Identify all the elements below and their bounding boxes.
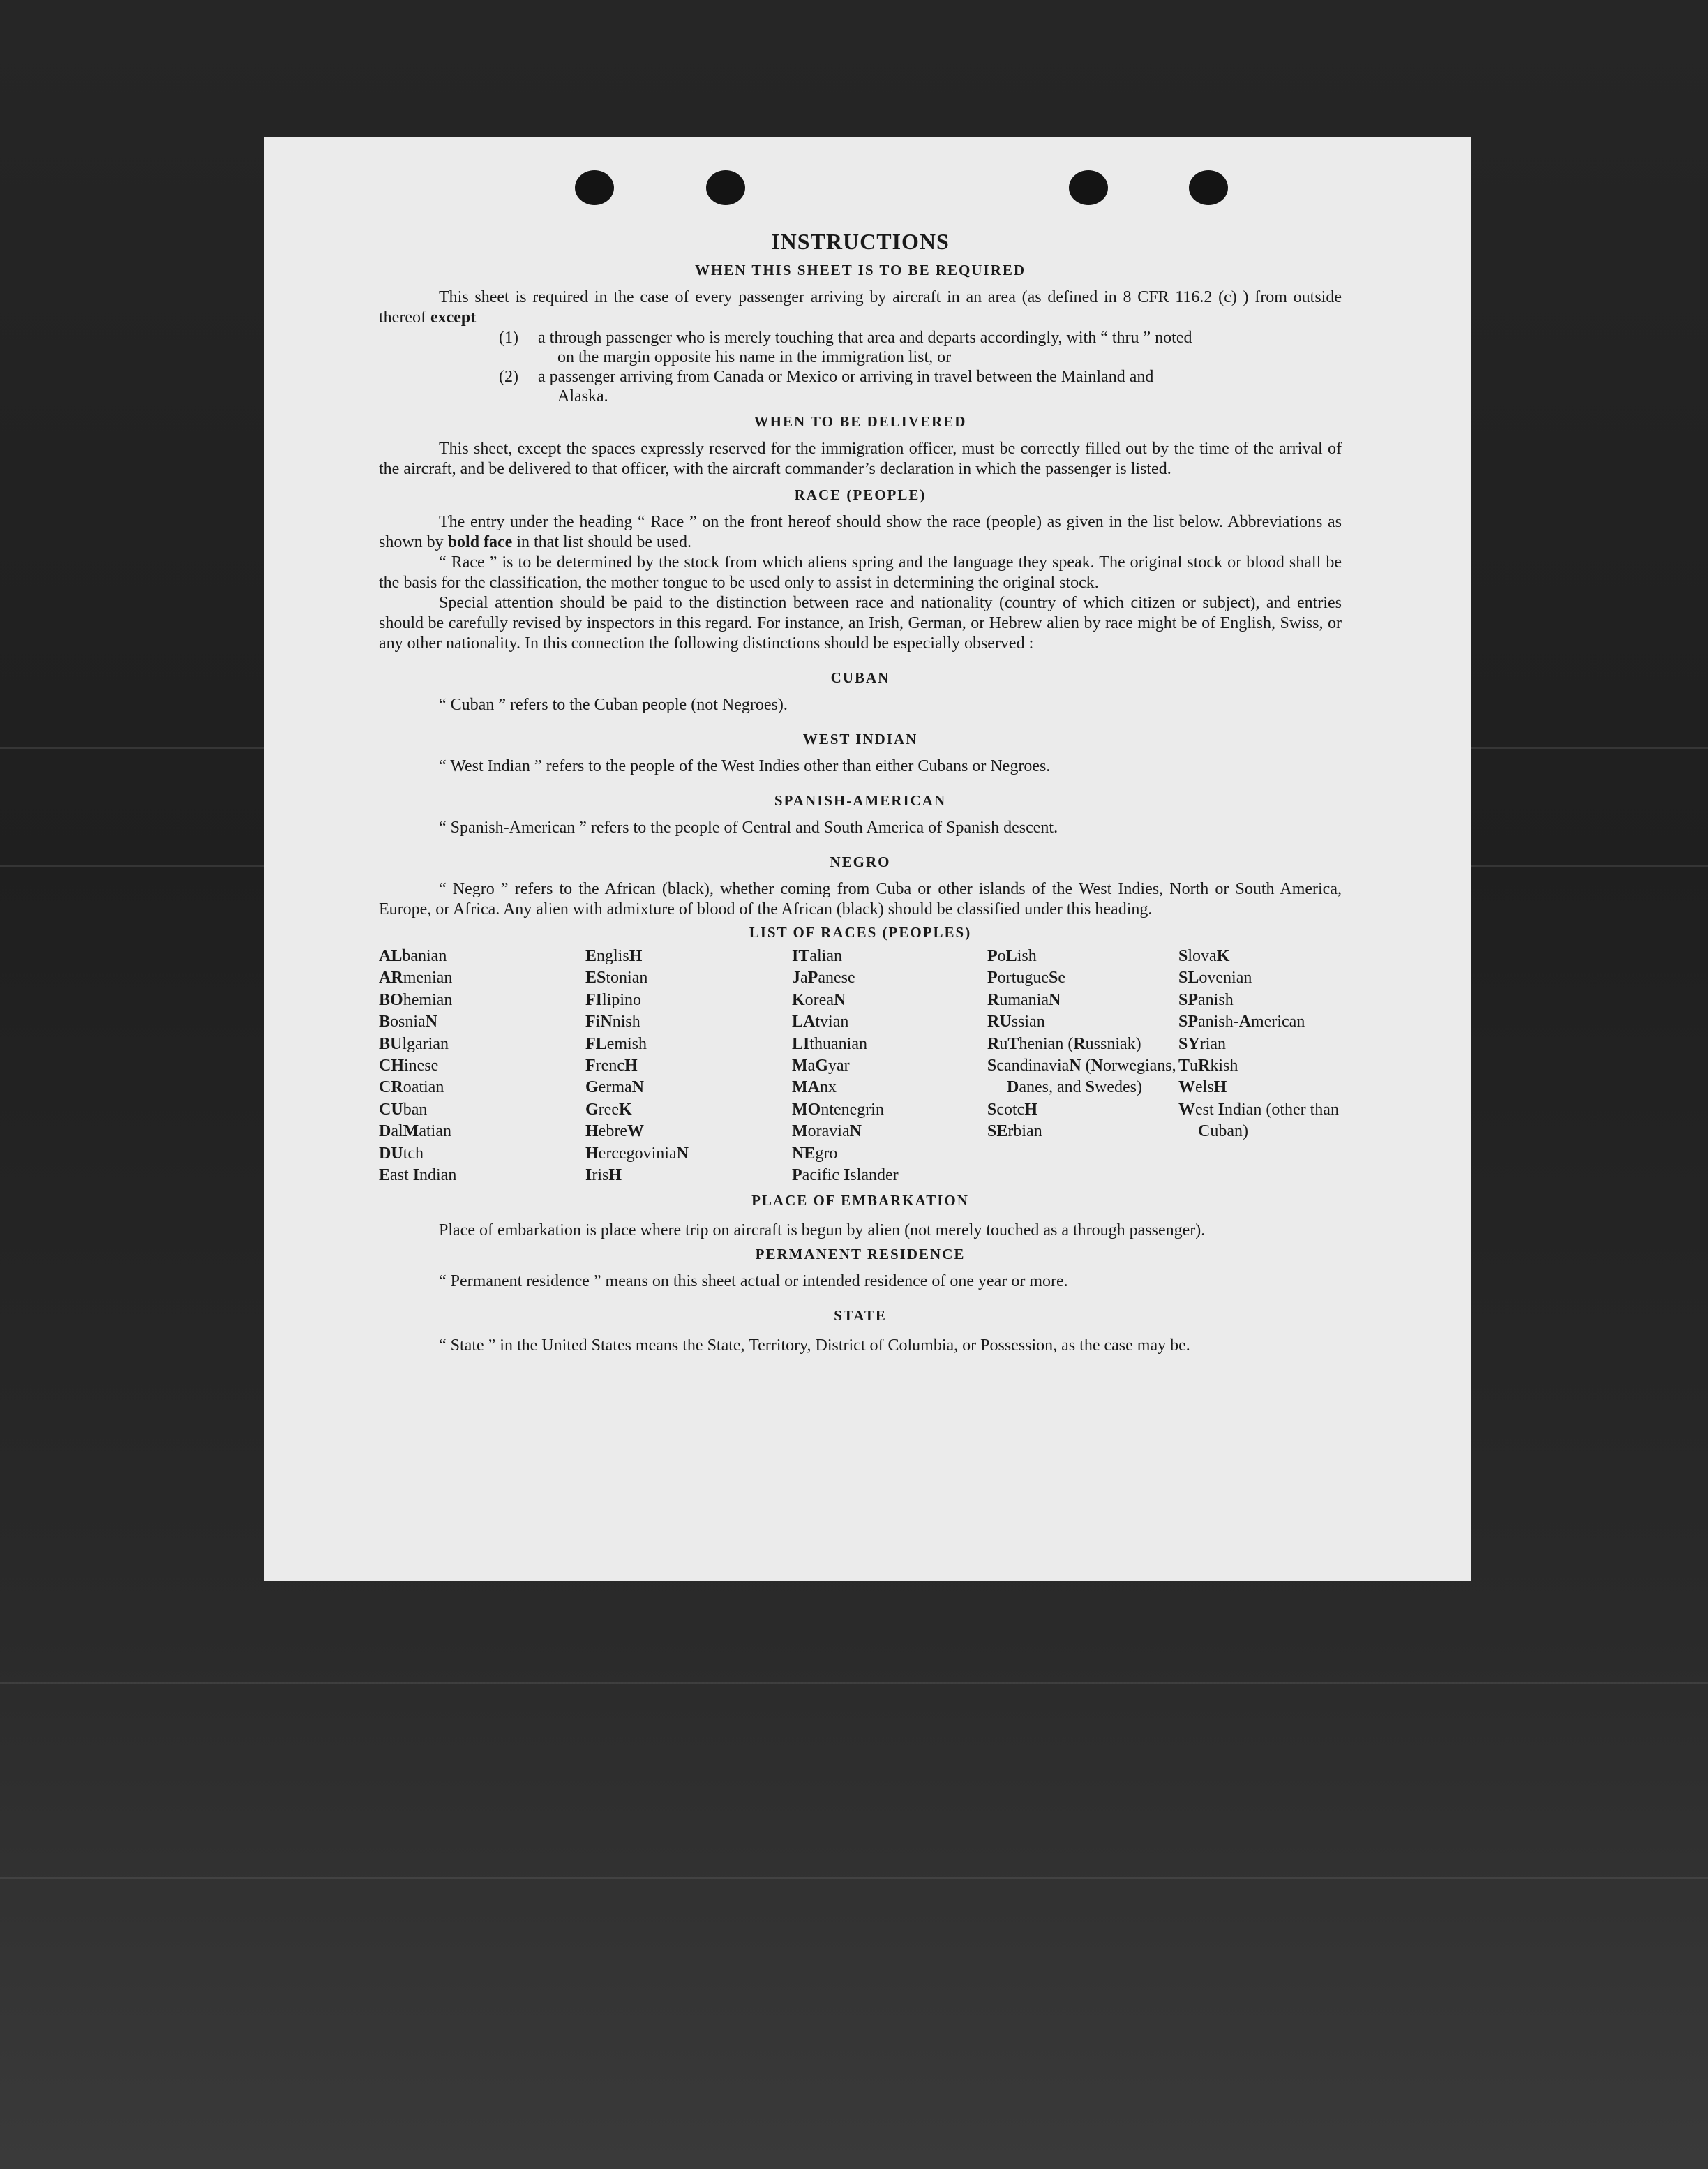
race-entry: FiNnish [585, 1013, 640, 1031]
race-entry: HebreW [585, 1122, 644, 1141]
race-entry: IrisH [585, 1166, 622, 1185]
section-heading-spanish-american: SPANISH-AMERICAN [774, 792, 947, 809]
delivered-text: This sheet, except the spaces expressly reserved for the immigration officer, must be correctly filled out by the time of the arrival of the aircraft, and be delivered to that officer, with the aircraft commander’s declaration in which the passenger is listed. [379, 440, 1342, 478]
race-entry: BUlgarian [379, 1034, 449, 1053]
race-entry: ITalian [792, 947, 842, 965]
race-column [585, 946, 792, 1186]
race-entry: SErbian [987, 1122, 1042, 1141]
race-list [379, 946, 1342, 1186]
race-entry: GermaN [585, 1078, 644, 1097]
race-entry: East Indian [379, 1166, 457, 1185]
punch-hole [575, 170, 614, 205]
cuban-text: “ Cuban ” refers to the Cuban people (not Negroes). [439, 696, 788, 714]
race-entry: MOntenegrin [792, 1100, 884, 1119]
race-entry: EStonian [585, 969, 648, 987]
race-entry: West Indian (other than Cuban) [1178, 1100, 1339, 1141]
race-entry: SYrian [1178, 1034, 1227, 1053]
race-entry: ARmenian [379, 969, 453, 987]
section-heading-races: LIST OF RACES (PEOPLES) [749, 924, 972, 941]
race-entry: LIthuanian [792, 1034, 867, 1053]
section-heading-embarkation: PLACE OF EMBARKATION [751, 1192, 969, 1209]
race-entry: SPanish-American [1178, 1013, 1305, 1031]
race-entry: DalMatian [379, 1122, 451, 1141]
section-heading-state: STATE [834, 1307, 887, 1325]
race-entry: ALbanian [379, 947, 447, 965]
race-entry: PortugueSe [987, 969, 1065, 987]
punch-hole [706, 170, 745, 205]
race-entry: PoLish [987, 947, 1037, 965]
race-entry: WelsH [1178, 1078, 1227, 1097]
race-entry: CHinese [379, 1057, 439, 1075]
race-entry: KoreaN [792, 990, 846, 1009]
race-entry: ScotcH [987, 1100, 1038, 1119]
race-entry: EnglisH [585, 947, 643, 965]
race-entry: CRoatian [379, 1078, 444, 1097]
race-entry: CUban [379, 1100, 428, 1119]
race-entry: ScandinaviaN (Norwegians, Danes, and Swedes) [987, 1057, 1176, 1097]
race-entry: TuRkish [1178, 1057, 1238, 1075]
race-entry: JaPanese [792, 969, 855, 987]
race-entry: SLovenian [1178, 969, 1252, 987]
section-heading-race: RACE (PEOPLE) [794, 486, 927, 503]
punch-hole [1069, 170, 1108, 205]
race-entry: MoraviaN [792, 1122, 862, 1141]
exception-item: (1) a through passenger who is merely touching that area and departs accordingly, with “ thru ” noted on the margin opposite his name in the immigration list, or [499, 329, 1192, 366]
race-column [987, 946, 1178, 1186]
race-entry: LAtvian [792, 1013, 849, 1031]
race-entry: RuThenian (Russniak) [987, 1034, 1141, 1053]
scan-artifact-line [0, 1877, 1708, 1879]
section-heading-cuban: CUBAN [830, 669, 890, 686]
page-title: INSTRUCTIONS [771, 229, 950, 254]
race-entry: Pacific Islander [792, 1166, 899, 1185]
state-text: “ State ” in the United States means the State, Territory, District of Columbia, or Possession, as the case may be. [439, 1336, 1190, 1355]
punch-hole [1189, 170, 1228, 205]
race-entry: RumaniaN [987, 990, 1061, 1009]
race-entry: MaGyar [792, 1057, 850, 1075]
section-heading-residence: PERMANENT RESIDENCE [755, 1246, 966, 1263]
race-paragraph: “ Race ” is to be determined by the stock from which aliens spring and the language they speak. The original stock or blood shall be the basis for the classification, the mother tongue to be used only to assist in determining the original stock. [379, 553, 1342, 592]
race-entry: FLemish [585, 1034, 647, 1053]
exception-item: (2) a passenger arriving from Canada or Mexico or arriving in travel between the Mainland and Alaska. [499, 368, 1154, 405]
scan-artifact-line [0, 1682, 1708, 1684]
race-column [1178, 946, 1342, 1186]
race-entry: BosniaN [379, 1013, 438, 1031]
race-entry: DUtch [379, 1144, 424, 1163]
instructions-content [379, 229, 1342, 1358]
race-entry: BOhemian [379, 990, 453, 1009]
required-intro: This sheet is required in the case of every passenger arriving by aircraft in an area (as defined in 8 CFR 116.2 (c) ) from outside thereof except [379, 288, 1342, 327]
race-entry: SlovaK [1178, 947, 1230, 965]
embarkation-text: Place of embarkation is place where trip on aircraft is begun by alien (not merely touched as a through passenger). [439, 1221, 1206, 1240]
section-heading-negro: NEGRO [830, 854, 891, 870]
race-entry: GreeK [585, 1100, 632, 1119]
race-entry: NEgro [792, 1144, 838, 1163]
race-paragraph: Special attention should be paid to the distinction between race and nationality (country of which citizen or subject), and entries should be carefully revised by inspectors in this regard. For instance, an Irish, German, or Hebrew alien by race might be of English, Swiss, or any other nationality. In this connection the following distinctions should be especially observed : [379, 594, 1342, 653]
residence-text: “ Permanent residence ” means on this sheet actual or intended residence of one year or more. [439, 1272, 1068, 1291]
west-indian-text: “ West Indian ” refers to the people of the West Indies other than either Cubans or Negroes. [439, 757, 1051, 775]
section-heading-delivered: WHEN TO BE DELIVERED [754, 413, 967, 430]
race-column [379, 946, 585, 1186]
section-heading-required: WHEN THIS SHEET IS TO BE REQUIRED [694, 262, 1026, 278]
spanish-american-text: “ Spanish-American ” refers to the people of Central and South America of Spanish descent. [439, 819, 1058, 837]
race-entry: SPanish [1178, 990, 1234, 1009]
race-entry: MAnx [792, 1078, 837, 1097]
negro-text: “ Negro ” refers to the African (black), whether coming from Cuba or other islands of the West Indies, North or South America, Europe, or Africa. Any alien with admixture of blood of the African (black) should be classified under this heading. [379, 880, 1342, 918]
race-entry: RUssian [987, 1013, 1045, 1031]
race-entry: FIlipino [585, 990, 642, 1009]
document-page [264, 137, 1471, 1581]
section-heading-west-indian: WEST INDIAN [802, 731, 918, 747]
race-entry: HercegoviniaN [585, 1144, 689, 1163]
race-entry: FrencH [585, 1057, 638, 1075]
race-paragraph: The entry under the heading “ Race ” on the front hereof should show the race (people) as given in the list below. Abbreviations as shown by bold face in that list should be used. [379, 513, 1342, 551]
race-column [792, 946, 987, 1186]
